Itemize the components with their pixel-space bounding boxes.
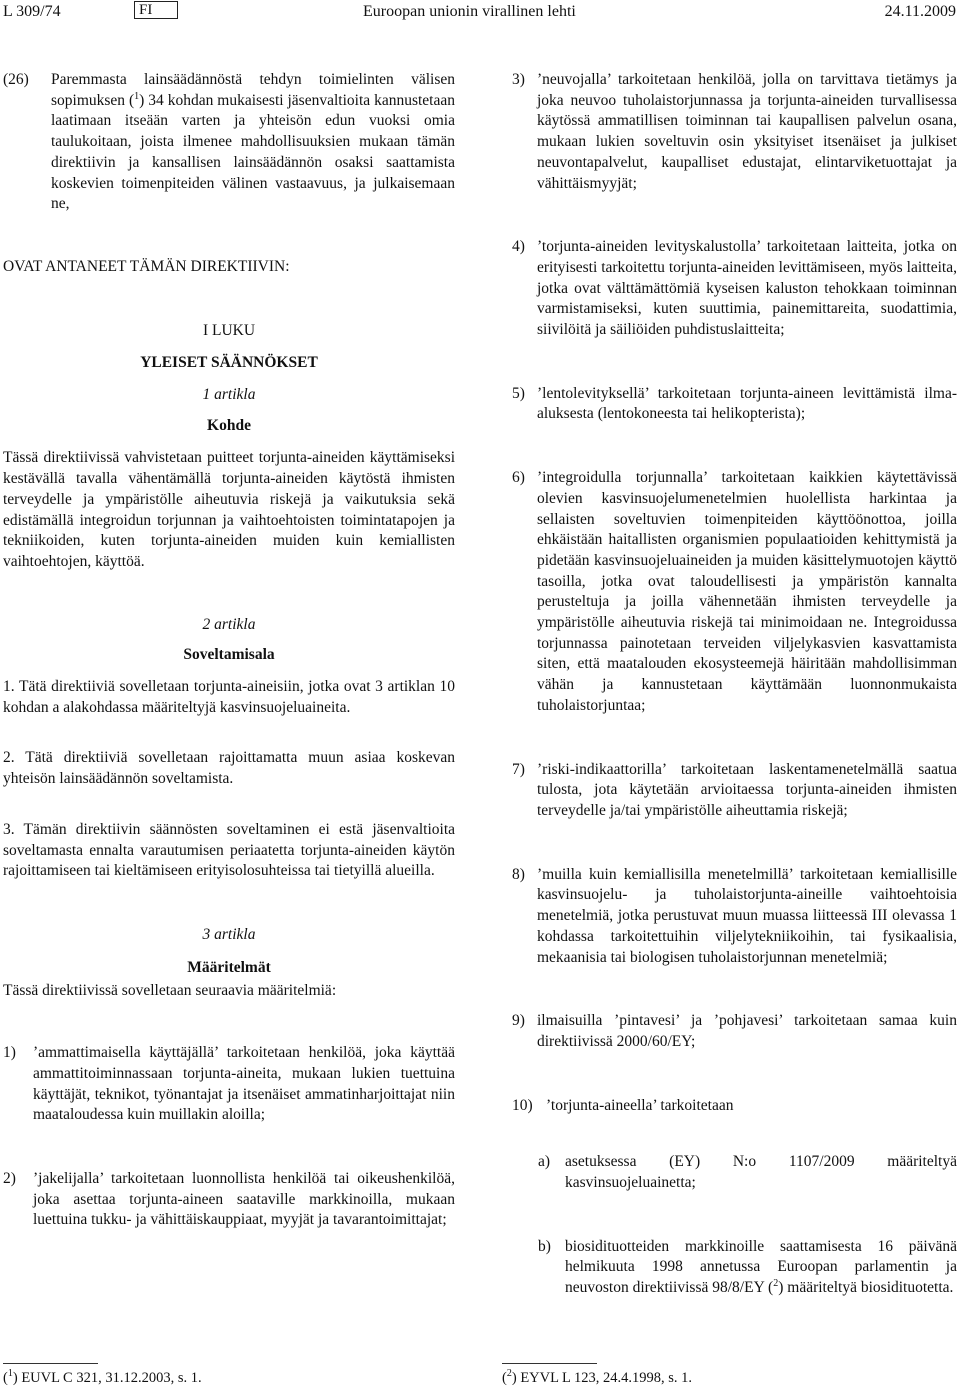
page-reference: L 309/74 [3,3,61,20]
article-2-title: Soveltamisala [183,646,275,664]
article-1-title: Kohde [207,416,251,434]
chapter-title: YLEISET SÄÄNNÖKSET [140,354,318,372]
article-1-number: 1 artikla [202,386,256,404]
footnote-ref-2[interactable]: 2 [773,1277,779,1289]
article-2-paragraph-2: 2. Tätä direktiiviä sovelletaan rajoittamatta muun asiaa koskevan yhteisön lainsäädännön soveltamista. [3,749,455,788]
definition-7: 7) ’riski-indikaattorilla’ tarkoitetaan laskentamenetelmällä saatua tulosta, jota käytetään arvioitaessa torjunta-aineiden ihmisten terveydelle ja/tai ympäristölle aiheuttamia riskejä; [512,760,957,819]
article-2-paragraph-3: 3. Tämän direktiivin säännösten soveltaminen ei estä jäsenvaltioita soveltamasta ennalta varautumisen periaatetta torjunta-aineiden käytön rajoittamiseen tai kieltämiseen erityisolosuhteissa tai tietyillä alueilla. [3,820,455,880]
definition-2: 2) ’jakelijalla’ tarkoitetaan luonnollista henkilöä tai oikeushenkilöä, joka asettaa torjunta-aineen saataville markkinoilla, mukaan luettuina tukku- ja vähittäiskauppiaat, myyjät ja tavarantoimittajat; [3,1169,455,1229]
chapter-number: I LUKU [202,321,256,339]
right-column [512,70,957,1299]
footnote-2: ($^2$) EYVL L 123, 24.4.1998, s. 1. [502,1368,693,1386]
definition-6: 6) ’integroidulla torjunnalla’ tarkoitetaan kaikkien käytettävissä olevien kasvinsuojelumenetelmien huolellista harkintaa ja sellaisten soveltuvien toimenpiteiden käyttöönottoa, joilla ehkäistään haitallisten organismien populaatioiden kehittymistä ja pidetään kasvinsuojeluaineiden ja muiden käsittelymuotojen käyttö tasoilla, jotka ovat taloudellisesti ja ympäristön kannalta perusteltuja ja joilla vähennetään ihmisten terveydelle ja ympäristölle aiheutuvia riskejä tai minimoidaan ne. Integroidussa torjunnassa painotetaan terveiden viljelykasvien kasvattamista siten, että maatalouden ekosysteemejä häiritään mahdollisimman vähän ja kannustetaan käyttämään luonnonmukaista tuholaistorjuntaa; [512,469,957,714]
language-code-box: FI [134,1,178,19]
publication-date: 24.11.2009 [884,3,956,20]
enacting-formula: OVAT ANTANEET TÄMÄN DIREKTIIVIN: [3,257,290,275]
footnote-rule-right [502,1363,597,1364]
article-3-intro: Tässä direktiivissä sovelletaan seuraavia määritelmiä: [3,982,337,1000]
article-3-title: Määritelmät [187,958,271,976]
definition-3: 3) ’neuvojalla’ tarkoitetaan henkilöä, jolla on tarvittava tietämys ja joka neuvoo tuholaistorjunnassa ja torjunta-aineiden turvallisessa käytössä ammatillisen toiminnan tai kaupallisen palvelun osana, mukaan lukien soveltuvin osin yksityiset itsenäiset ja julkiset neuvontapalvelut, kaupalliset edustajat, elintarviketuottajat ja vähittäismyyjät; [512,71,957,192]
article-2-paragraph-1: 1. Tätä direktiiviä sovelletaan torjunta-aineisiin, jotka ovat 3 artiklan 10 kohdan a alakohdassa määriteltyjä kasvinsuojeluaineita. [3,678,455,716]
definition-10: 10) ’torjunta-aineella’ tarkoitetaan [512,1096,734,1114]
running-header [0,3,960,25]
definition-1: 1) ’ammattimaisella käyttäjällä’ tarkoitetaan henkilöä, joka käyttää ammattitoiminnassaan torjunta-aineita, mukaan lukien tuettuina käyttäjät, teknikot, työnantajat ja itsenäiset ammatinharjoittajat niin maataloudessa kuin muillakin aloilla; [3,1044,455,1124]
definition-5: 5) ’lentolevityksellä’ tarkoitetaan torjunta-aineen levittämistä ilma-aluksesta (lentokoneesta tai helikopterista); [512,384,957,423]
definition-4: 4) ’torjunta-aineiden levityskalustolla’ tarkoitetaan laitteita, jotka on erityisesti tarkoitettu torjunta-aineiden levittämiseen, myös laitteita, jotka ovat välttämättömiä kyseisen kaluston tehokkaan toiminnan varmistamiseksi, kuten suuttimia, painemittareita, suodattimia, siivilöitä ja säiliöiden puhdistuslaitteita; [512,238,957,339]
article-2-number: 2 artikla [202,615,256,633]
article-1-text: Tässä direktiivissä vahvistetaan puitteet torjunta-aineiden käyttämiseksi kestävällä tavalla vähentämällä torjunta-aineiden käytöstä ihmisten terveydelle ja ympäristölle aiheutuvia riskejä ja vaikutuksia sekä edistämällä integroidun torjunnan ja vaihtoehtoisten toimintatapojen ja tekniikoiden, kuten torjunta-aineiden muiden kuin kemiallisten vaihtoehtojen, käyttöä. [3,449,455,570]
definition-10-b: b) biosidituotteiden markkinoille saattamisesta 16 päivänä helmikuuta 1998 annetussa Euroopan parlamentin ja neuvoston direktiivissä 98/8/EY ($^2$) määriteltyä biosidituotetta. [538,1237,957,1297]
article-3-number: 3 artikla [202,925,256,943]
definition-8: 8) ’muilla kuin kemiallisilla menetelmillä’ tarkoitetaan kemiallisille kasvinsuojelu- ja tuholaistorjunta-aineille vaihtoehtoisia menetelmiä, jotka perustuvat muun muassa liitteessä III olevassa 1 kohdassa tarkoitettuihin viljelytekniikoihin, tai fysikaalisia, mekaanisia tai biologisen tuholaistorjunnan menetelmiä; [512,865,957,966]
definition-10-a: a) asetuksessa (EY) N:o 1107/2009 määriteltyä kasvinsuojeluainetta; [538,1153,957,1192]
footnote-ref-1[interactable]: 1 [134,90,140,102]
journal-title: Euroopan unionin virallinen lehti [363,3,576,20]
footnote-1: ($^1$) EUVL C 321, 31.12.2003, s. 1. [3,1368,202,1386]
left-column [3,70,455,1231]
definition-9: 9) ilmaisuilla ’pintavesi’ ja ’pohjavesi’ tarkoitetaan samaa kuin direktiivissä 2000/60/EY; [512,1012,957,1050]
footnote-rule-left [3,1363,98,1364]
recital-26: (26) Paremmasta lainsäädännöstä tehdyn toimielinten välisen sopimuksen ($^1$) 34 kohdan mukaisesti jäsenvaltioita kannustetaan laatimaan itseään varten ja yhteisön edun vuoksi omia taulukoitaan, joista ilmenee mahdollisuuksien mukaan tämän direktiivin ja kansallisen lainsäädännön osaksi saattamista koskevien toimenpiteiden välinen vastaavuus, ja julkaisemaan ne, [3,71,455,213]
